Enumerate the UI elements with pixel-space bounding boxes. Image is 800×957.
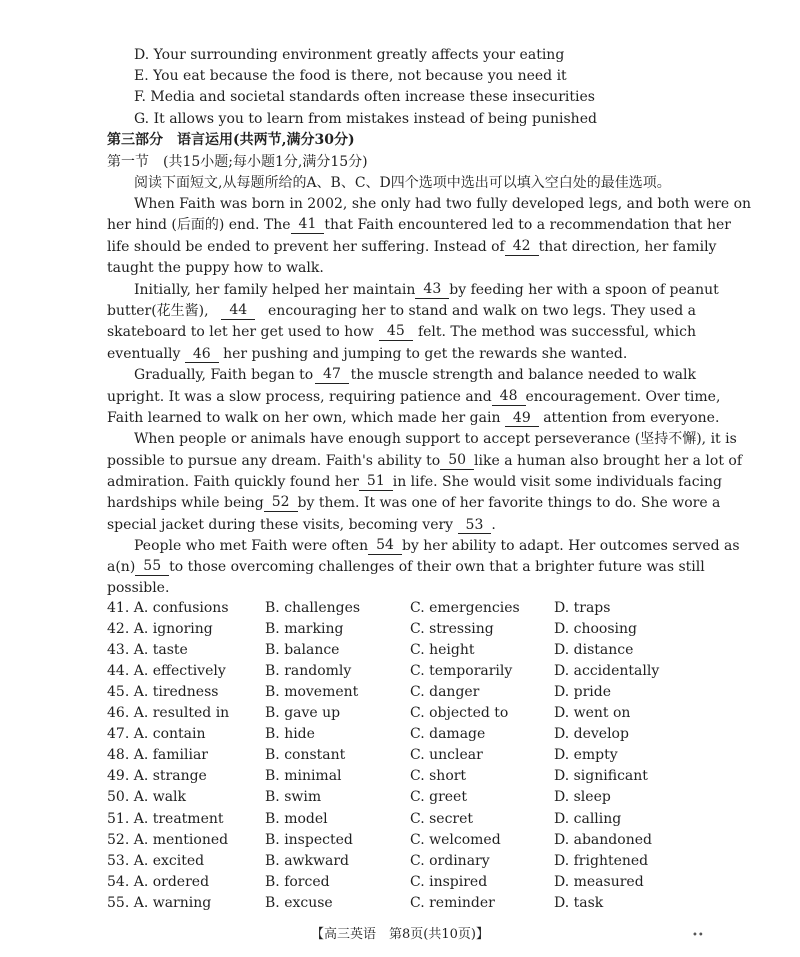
choice-c: C. short: [410, 768, 467, 784]
passage-line: [107, 473, 722, 491]
passage-text: skateboard to let her get used to how: [107, 324, 374, 340]
blank-46: 46: [185, 346, 219, 363]
choice-c: C. secret: [410, 811, 474, 827]
blank-43: 43: [415, 281, 449, 299]
option-d: D. Your surrounding environment greatly affects your eating: [134, 47, 565, 63]
passage-line: When Faith was born in 2002, she only had two fully developed legs, and both were on: [134, 196, 752, 212]
choice-a: 53. A. excited: [107, 853, 205, 869]
blank-41: 41: [291, 216, 325, 234]
choice-d: D. develop: [554, 726, 629, 742]
choice-d: D. pride: [554, 684, 612, 700]
choice-a: 55. A. warning: [107, 895, 212, 911]
passage-text: like a human also brought her a lot of: [474, 453, 743, 469]
choice-c: C. ordinary: [410, 853, 490, 869]
option-e: E. You eat because the food is there, not because you need it: [134, 68, 567, 84]
choice-b: B. forced: [265, 874, 330, 890]
choice-d: D. abandoned: [554, 832, 652, 848]
passage-text: that direction, her family: [538, 239, 717, 255]
passage-line: [107, 494, 721, 512]
corner-mark: ••: [692, 930, 704, 941]
passage-text: hardships while being: [107, 495, 264, 511]
passage-text: Gradually, Faith began to: [134, 367, 314, 383]
passage-line: [107, 409, 719, 427]
choice-d: D. task: [554, 895, 604, 911]
choice-b: B. hide: [265, 726, 315, 742]
passage-line: [107, 516, 496, 534]
section1-heading: 第一节 (共15小题;每小题1分,满分15分): [107, 154, 368, 170]
choice-a: 42. A. ignoring: [107, 621, 213, 637]
choice-d: D. distance: [554, 642, 634, 658]
option-f: F. Media and societal standards often increase these insecurities: [134, 89, 595, 105]
choice-b: B. minimal: [265, 768, 342, 784]
passage-line: [107, 345, 627, 363]
passage-line: [107, 238, 717, 256]
passage-text: .: [491, 517, 496, 533]
passage-text: by them. It was one of her favorite things to do. She wore a: [297, 495, 721, 511]
choice-a: 54. A. ordered: [107, 874, 210, 890]
blank-51: 51: [359, 473, 393, 491]
passage-line: [134, 537, 740, 555]
blank-53: 53: [458, 517, 492, 534]
choice-d: D. went on: [554, 705, 631, 721]
part3-heading: 第三部分 语言运用(共两节,满分30分): [107, 132, 355, 148]
blank-44: 44: [221, 302, 255, 320]
choice-b: B. challenges: [265, 600, 361, 616]
passage-line: taught the puppy how to walk.: [107, 260, 324, 276]
passage-text: butter(花生酱),: [107, 303, 209, 319]
passage-text: her hind (后面的) end. The: [107, 217, 291, 233]
choice-d: D. measured: [554, 874, 644, 890]
passage-text: attention from everyone.: [543, 410, 720, 426]
passage-text: upright. It was a slow process, requiring patience and: [107, 389, 492, 405]
choice-a: 47. A. contain: [107, 726, 206, 742]
choice-a: 49. A. strange: [107, 768, 207, 784]
blank-42: 42: [505, 238, 539, 256]
choice-c: C. temporarily: [410, 663, 513, 679]
choice-b: B. marking: [265, 621, 344, 637]
choice-b: B. inspected: [265, 832, 353, 848]
passage-text: life should be ended to prevent her suffering. Instead of: [107, 239, 505, 255]
choice-a: 44. A. effectively: [107, 663, 226, 679]
blank-55: 55: [135, 558, 169, 576]
choice-d: D. traps: [554, 600, 611, 616]
choice-a: 52. A. mentioned: [107, 832, 229, 848]
choice-c: C. greet: [410, 789, 467, 805]
instruction: 阅读下面短文,从每题所给的A、B、C、D四个选项中选出可以填入空白处的最佳选项。: [134, 175, 671, 191]
passage-text: to those overcoming challenges of their own that a brighter future was still: [169, 559, 705, 575]
passage-text: special jacket during these visits, becoming very: [107, 517, 454, 533]
passage-line: [107, 323, 696, 341]
choice-a: 50. A. walk: [107, 789, 187, 805]
choice-d: D. sleep: [554, 789, 611, 805]
choice-d: D. frightened: [554, 853, 649, 869]
passage-text: in life. She would visit some individuals facing: [392, 474, 722, 490]
choice-b: B. constant: [265, 747, 346, 763]
passage-line: [107, 302, 696, 320]
passage-line: [107, 558, 705, 576]
choice-a: 51. A. treatment: [107, 811, 224, 827]
passage-text: by feeding her with a spoon of peanut: [449, 282, 719, 298]
choice-c: C. stressing: [410, 621, 494, 637]
choice-c: C. welcomed: [410, 832, 501, 848]
choice-c: C. unclear: [410, 747, 483, 763]
passage-text: encouraging her to stand and walk on two legs. They used a: [268, 303, 696, 319]
passage-line: When people or animals have enough support to accept perseverance (坚持不懈), it is: [134, 431, 737, 447]
choice-b: B. awkward: [265, 853, 349, 869]
choice-c: C. objected to: [410, 705, 509, 721]
passage-text: admiration. Faith quickly found her: [107, 474, 359, 490]
passage-text: People who met Faith were often: [134, 538, 369, 554]
passage-text: Initially, her family helped her maintain: [134, 282, 416, 298]
passage-text: felt. The method was successful, which: [417, 324, 696, 340]
blank-48: 48: [492, 388, 526, 406]
passage-line: [134, 366, 696, 384]
passage-text: Faith learned to walk on her own, which made her gain: [107, 410, 501, 426]
choice-b: B. movement: [265, 684, 359, 700]
choice-d: D. choosing: [554, 621, 637, 637]
choice-a: 45. A. tiredness: [107, 684, 219, 700]
choice-a: 46. A. resulted in: [107, 705, 230, 721]
choice-b: B. excuse: [265, 895, 333, 911]
passage-text: encouragement. Over time,: [525, 389, 721, 405]
choice-b: B. balance: [265, 642, 340, 658]
choice-d: D. significant: [554, 768, 648, 784]
choice-b: B. gave up: [265, 705, 341, 721]
blank-49: 49: [505, 410, 539, 427]
page-footer: 【高三英语 第8页(共10页)】: [311, 927, 489, 942]
blank-45: 45: [379, 323, 413, 341]
choice-c: C. height: [410, 642, 475, 658]
passage-text: by her ability to adapt. Her outcomes served as: [401, 538, 740, 554]
option-g: G. It allows you to learn from mistakes instead of being punished: [134, 111, 597, 127]
choice-d: D. calling: [554, 811, 622, 827]
passage-text: a(n): [107, 559, 136, 575]
choice-a: 48. A. familiar: [107, 747, 209, 763]
passage-line: [134, 281, 719, 299]
passage-text: her pushing and jumping to get the rewards she wanted.: [223, 346, 628, 362]
choice-c: C. reminder: [410, 895, 495, 911]
passage-text: eventually: [107, 346, 181, 362]
passage-line: [107, 388, 721, 406]
choice-c: C. inspired: [410, 874, 488, 890]
blank-50: 50: [440, 452, 474, 470]
passage-line: possible.: [107, 580, 170, 596]
passage-line: [107, 216, 731, 234]
choice-a: 41. A. confusions: [107, 600, 229, 616]
passage-text: that Faith encountered led to a recommendation that her: [324, 217, 731, 233]
blank-52: 52: [264, 494, 298, 512]
choice-b: B. swim: [265, 789, 322, 805]
choice-b: B. randomly: [265, 663, 352, 679]
blank-47: 47: [315, 366, 349, 384]
passage-text: possible to pursue any dream. Faith's ability to: [107, 453, 441, 469]
blank-54: 54: [368, 537, 402, 555]
passage-text: the muscle strength and balance needed to walk: [350, 367, 696, 383]
choice-d: D. empty: [554, 747, 618, 763]
choice-c: C. damage: [410, 726, 486, 742]
passage-line: [107, 452, 743, 470]
choice-d: D. accidentally: [554, 663, 660, 679]
choice-c: C. danger: [410, 684, 480, 700]
choice-a: 43. A. taste: [107, 642, 188, 658]
choice-c: C. emergencies: [410, 600, 520, 616]
choice-b: B. model: [265, 811, 328, 827]
